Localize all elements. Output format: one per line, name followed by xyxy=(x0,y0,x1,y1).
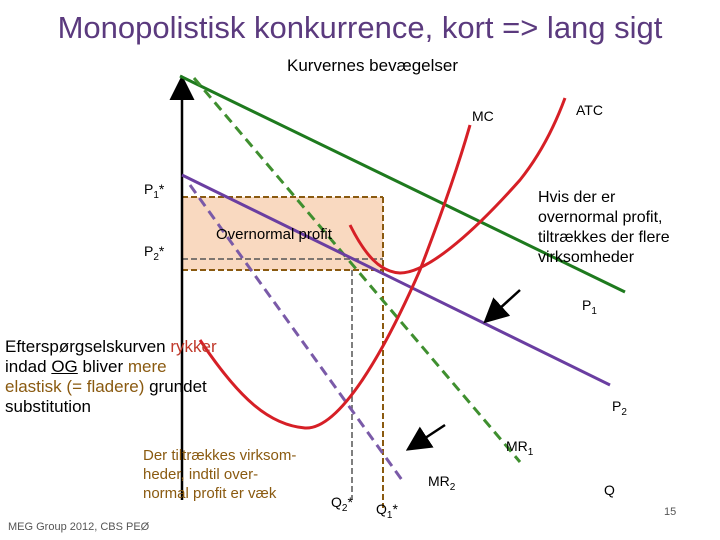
demand-shift-note: Efterspørgselskurven rykker indad OG bliver mere elastisk (= fladere) grundet substitution xyxy=(5,337,217,416)
atc-label: ATC xyxy=(576,102,603,118)
entry-explanation-note xyxy=(538,188,670,268)
entry-note-line: virksomheder xyxy=(538,249,635,266)
q2-star-label: $Q_2*$ xyxy=(331,494,353,514)
exit-note-line: Der tiltrækkes virksom- xyxy=(143,447,297,464)
p2-label: $P_2$ xyxy=(612,398,627,418)
overnormal-profit-label: Overnormal profit xyxy=(216,226,332,243)
exit-note-line: heder, indtil over- xyxy=(143,466,259,483)
arrow-to-demand-shift xyxy=(487,290,520,320)
exit-note-line: normal profit er væk xyxy=(143,485,277,502)
mc-label: MC xyxy=(472,108,494,124)
arrow-to-mr-shift xyxy=(410,425,445,448)
q1-star-label: $Q_1*$ xyxy=(376,501,398,521)
mr2-label: $MR_2$ xyxy=(428,473,456,493)
page-number: 15 xyxy=(664,506,677,518)
p1-star-label: $P_1*$ xyxy=(144,181,165,201)
mr1-label: $MR_1$ xyxy=(506,438,534,458)
p2-star-label: $P_2*$ xyxy=(144,243,165,263)
footer-credit: MEG Group 2012, CBS PEØ xyxy=(8,521,150,533)
exit-condition-note xyxy=(143,446,296,503)
slide-title: Monopolistisk konkurrence, kort => lang sigt xyxy=(57,10,663,45)
p1-label: $P_1$ xyxy=(582,297,597,317)
entry-note-line: tiltrækkes der flere xyxy=(538,229,670,246)
entry-note-line: overnormal profit, xyxy=(538,209,663,226)
entry-note-line: Hvis der er xyxy=(538,189,616,206)
q-axis-label: Q xyxy=(604,482,615,498)
slide-subtitle: Kurvernes bevægelser xyxy=(286,56,459,75)
